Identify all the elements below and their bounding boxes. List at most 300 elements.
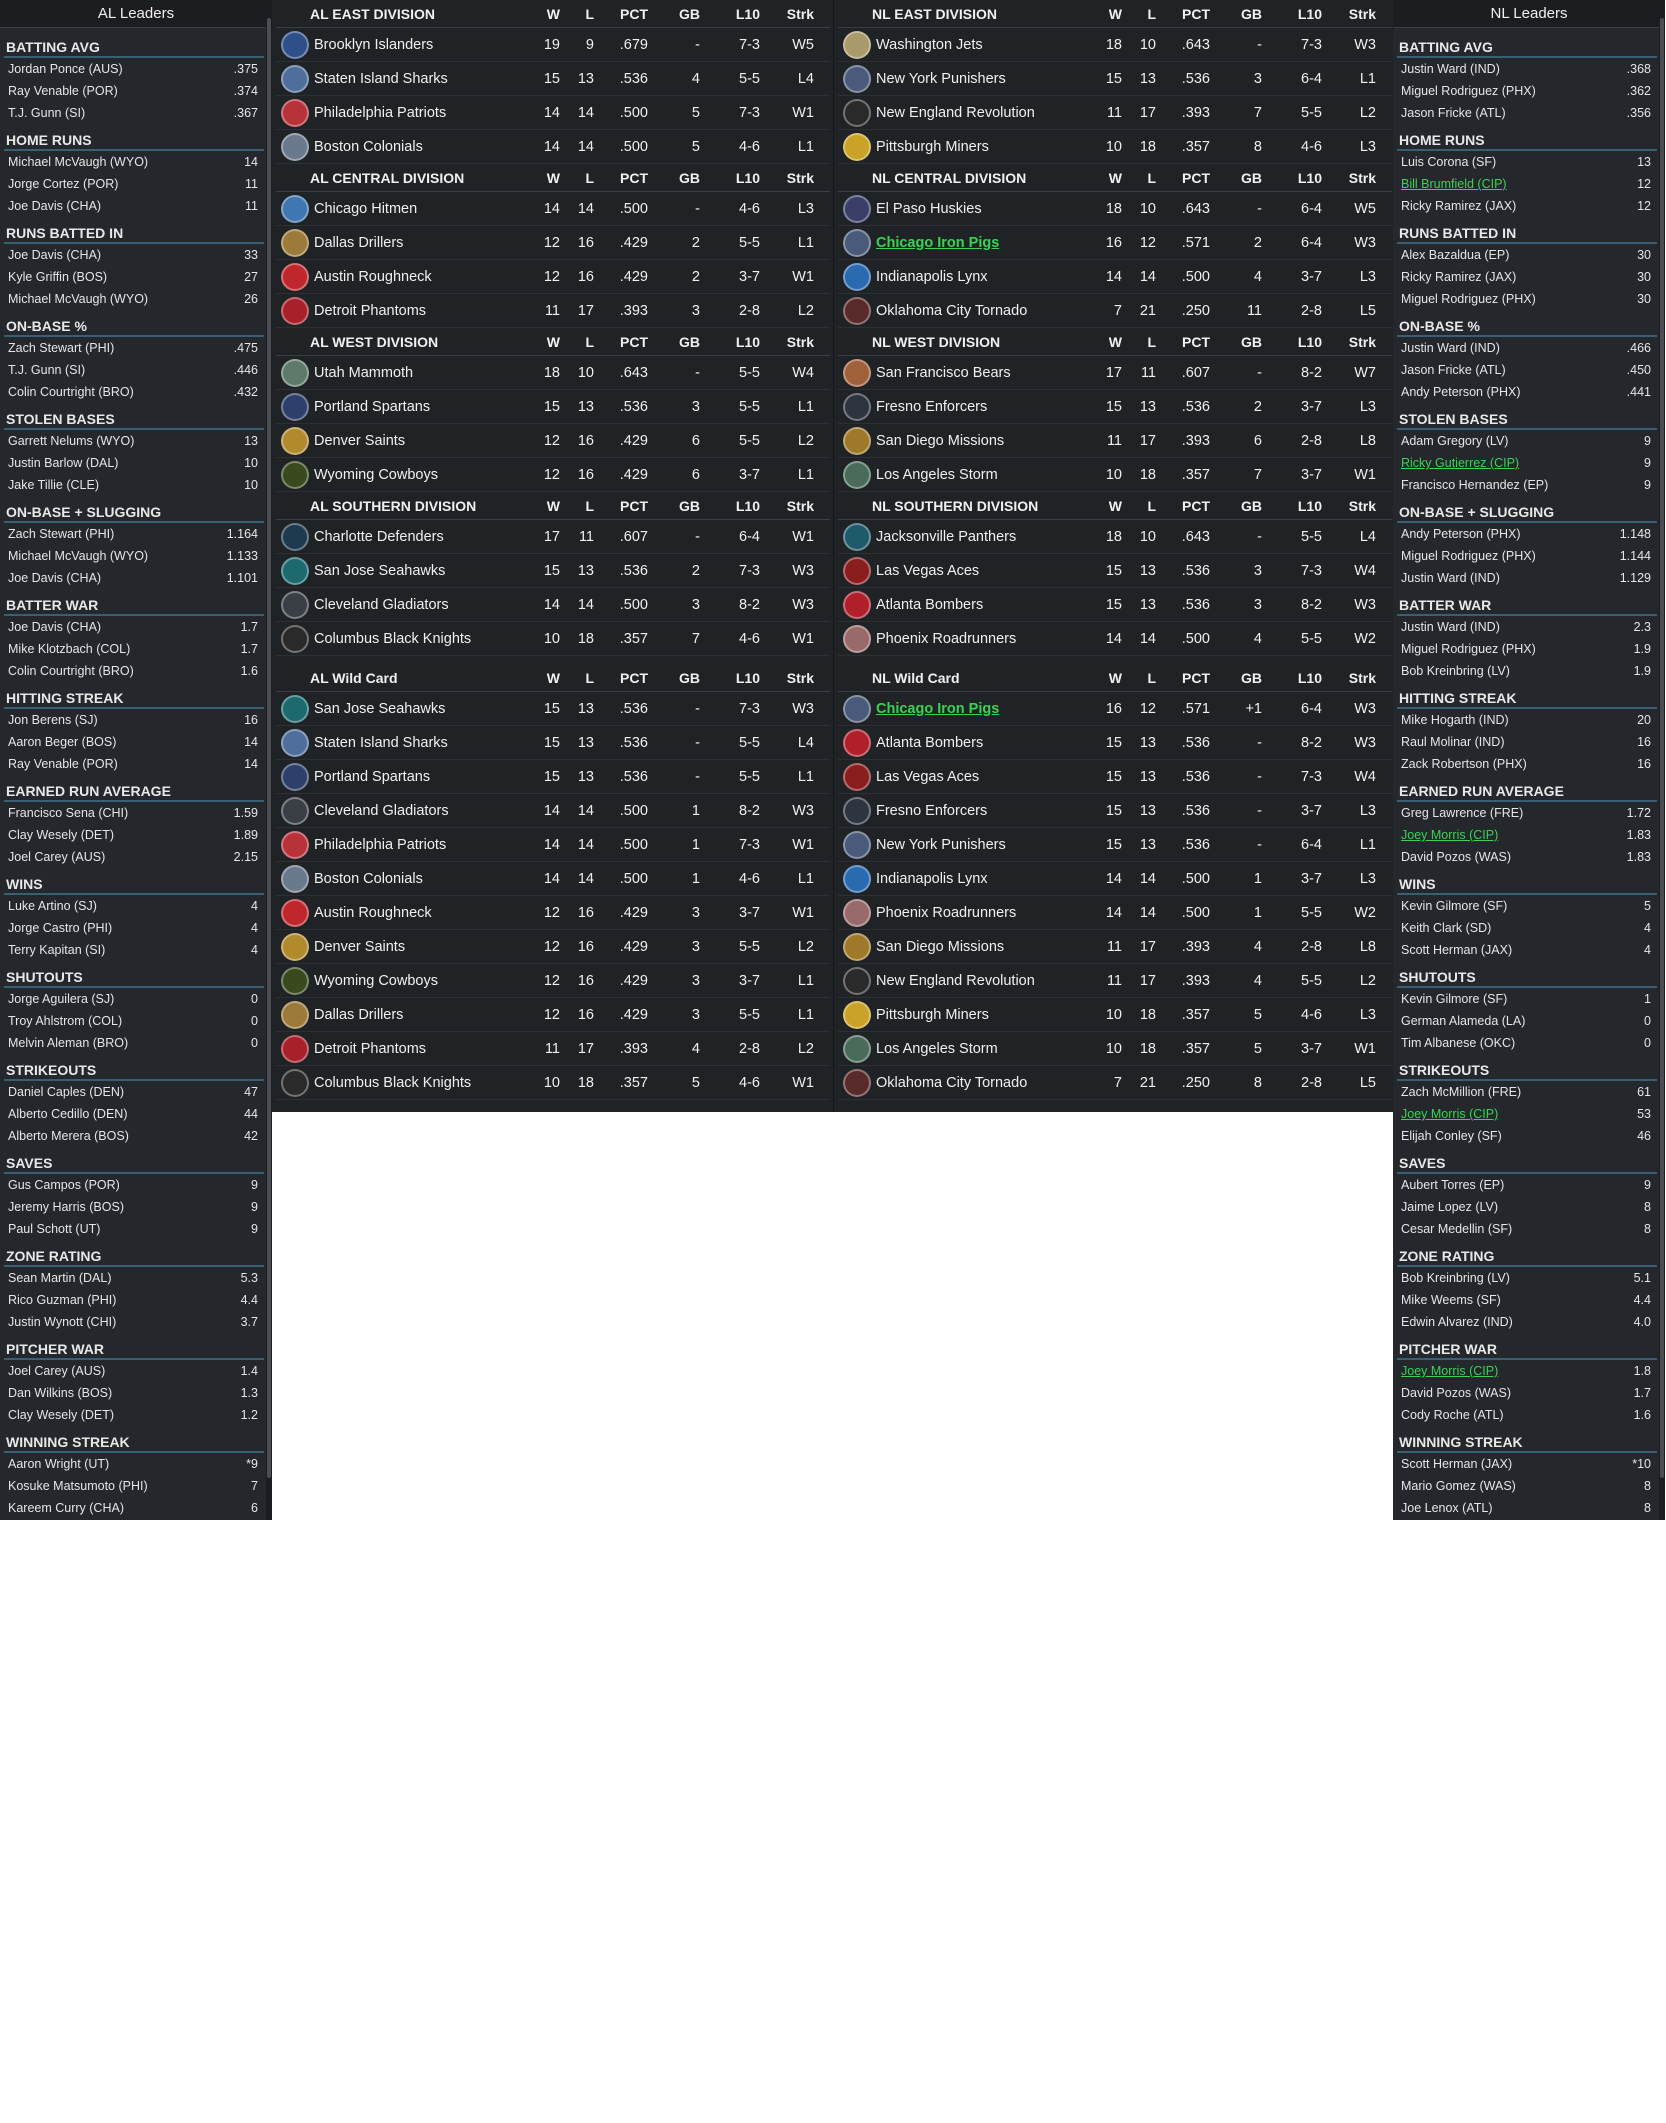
team-row[interactable] — [838, 1066, 1392, 1100]
team-l10: 5-5 — [739, 432, 760, 449]
team-l10: 3-7 — [1301, 870, 1322, 887]
leader-row[interactable] — [4, 266, 264, 288]
team-row[interactable] — [276, 622, 830, 656]
column-header-w[interactable]: W — [546, 333, 560, 350]
column-header-pct[interactable]: PCT — [1182, 5, 1210, 22]
leader-row[interactable] — [4, 1453, 264, 1475]
leader-row[interactable] — [4, 660, 264, 682]
leader-row[interactable] — [1397, 266, 1657, 288]
team-row[interactable] — [838, 62, 1392, 96]
column-header-l[interactable]: L — [585, 669, 594, 686]
team-pct: .393 — [1181, 938, 1210, 955]
leader-row[interactable] — [4, 80, 264, 102]
team-name[interactable]: Los Angeles Storm — [876, 1040, 998, 1057]
leader-row[interactable] — [1397, 939, 1657, 961]
team-row[interactable] — [276, 588, 830, 622]
team-name[interactable]: Columbus Black Knights — [314, 1074, 472, 1091]
leader-row[interactable] — [4, 1032, 264, 1054]
team-row[interactable] — [838, 96, 1392, 130]
leader-row[interactable] — [1397, 1125, 1657, 1147]
column-header-w[interactable]: W — [546, 169, 560, 186]
column-header-pct[interactable]: PCT — [620, 169, 648, 186]
leader-row[interactable] — [4, 1267, 264, 1289]
column-header-strk[interactable]: Strk — [1348, 497, 1376, 514]
column-header-w[interactable]: W — [546, 669, 560, 686]
team-name[interactable]: New York Punishers — [876, 70, 1006, 87]
team-name[interactable]: Dallas Drillers — [314, 234, 404, 251]
leader-row[interactable] — [1397, 1174, 1657, 1196]
leader-row[interactable] — [1397, 523, 1657, 545]
column-header-l10[interactable]: L10 — [735, 5, 760, 22]
leader-row[interactable] — [1397, 102, 1657, 124]
team-name[interactable]: Phoenix Roadrunners — [876, 904, 1017, 921]
column-header-pct[interactable]: PCT — [1182, 333, 1210, 350]
leader-row[interactable] — [1397, 1010, 1657, 1032]
column-header-l[interactable]: L — [1147, 333, 1156, 350]
leader-row[interactable] — [1397, 80, 1657, 102]
team-l: 17 — [577, 302, 594, 319]
team-row[interactable] — [276, 260, 830, 294]
column-header-strk[interactable]: Strk — [1348, 333, 1376, 350]
column-header-gb[interactable]: GB — [679, 169, 700, 186]
leader-row[interactable] — [1397, 846, 1657, 868]
leader-row[interactable] — [1397, 1453, 1657, 1475]
leader-row[interactable] — [1397, 195, 1657, 217]
column-header-l10[interactable]: L10 — [1297, 169, 1322, 186]
leader-category — [4, 499, 264, 589]
column-header-pct[interactable]: PCT — [620, 5, 648, 22]
team-name[interactable]: Atlanta Bombers — [876, 596, 984, 613]
column-header-l10[interactable]: L10 — [735, 669, 760, 686]
team-l10: 6-4 — [1301, 70, 1322, 87]
column-header-pct[interactable]: PCT — [620, 669, 648, 686]
leader-row[interactable] — [1397, 288, 1657, 310]
leader-row[interactable] — [4, 381, 264, 403]
team-row[interactable] — [838, 1032, 1392, 1066]
leader-row[interactable] — [1397, 1497, 1657, 1519]
team-row[interactable] — [838, 130, 1392, 164]
leader-row[interactable] — [1397, 545, 1657, 567]
column-header-strk[interactable]: Strk — [786, 5, 814, 22]
team-strk: W3 — [1354, 36, 1376, 53]
column-header-strk[interactable]: Strk — [1348, 669, 1376, 686]
leader-row[interactable] — [4, 1404, 264, 1426]
team-name[interactable]: El Paso Huskies — [876, 200, 982, 217]
team-row[interactable] — [276, 294, 830, 328]
team-name[interactable]: Los Angeles Storm — [876, 466, 998, 483]
team-logo-cell — [838, 523, 876, 551]
team-row[interactable] — [276, 1032, 830, 1066]
team-name[interactable]: Indianapolis Lynx — [876, 870, 988, 887]
team-name[interactable]: Staten Island Sharks — [314, 734, 448, 751]
leader-player-name[interactable]: Joey Morris (CIP) — [1401, 1107, 1499, 1121]
team-row[interactable] — [276, 424, 830, 458]
leader-row[interactable] — [4, 1311, 264, 1333]
team-name[interactable]: Charlotte Defenders — [314, 528, 444, 545]
team-row[interactable] — [838, 294, 1392, 328]
team-name[interactable]: Oklahoma City Tornado — [876, 302, 1028, 319]
leader-stat-value: 61 — [1637, 1085, 1651, 1099]
team-name[interactable]: Brooklyn Islanders — [314, 36, 434, 53]
column-header-strk[interactable]: Strk — [786, 497, 814, 514]
team-name[interactable]: Pittsburgh Miners — [876, 1006, 989, 1023]
team-row[interactable] — [838, 828, 1392, 862]
leader-stat-value: 1.2 — [240, 1408, 258, 1422]
leader-player-name: David Pozos (WAS) — [1401, 850, 1511, 864]
team-strk: W2 — [1354, 630, 1376, 647]
leader-row[interactable] — [1397, 430, 1657, 452]
team-row[interactable] — [838, 896, 1392, 930]
leader-category-title: SHUTOUTS — [1397, 964, 1657, 988]
column-header-l[interactable]: L — [585, 169, 594, 186]
leader-stat-value: 9 — [1644, 478, 1651, 492]
leader-row[interactable] — [4, 523, 264, 545]
leader-row[interactable] — [4, 195, 264, 217]
leader-row[interactable] — [4, 452, 264, 474]
column-header-strk[interactable]: Strk — [1348, 169, 1376, 186]
leader-row[interactable] — [1397, 452, 1657, 474]
team-row[interactable] — [276, 862, 830, 896]
team-name[interactable]: Philadelphia Patriots — [314, 836, 447, 853]
team-name[interactable]: Denver Saints — [314, 938, 406, 955]
column-header-gb[interactable]: GB — [679, 497, 700, 514]
column-header-l[interactable]: L — [585, 333, 594, 350]
column-header-pct[interactable]: PCT — [1182, 169, 1210, 186]
leader-row[interactable] — [1397, 474, 1657, 496]
team-row[interactable] — [838, 192, 1392, 226]
leader-row[interactable] — [4, 895, 264, 917]
team-name[interactable]: San Jose Seahawks — [314, 562, 446, 579]
team-name[interactable]: Austin Roughneck — [314, 904, 432, 921]
team-row[interactable] — [838, 930, 1392, 964]
column-header-l10[interactable]: L10 — [1297, 669, 1322, 686]
leader-row[interactable] — [1397, 381, 1657, 403]
team-name[interactable]: Phoenix Roadrunners — [876, 630, 1017, 647]
team-name[interactable]: San Francisco Bears — [876, 364, 1011, 381]
column-header-pct[interactable]: PCT — [1182, 669, 1210, 686]
column-header-w[interactable]: W — [1108, 5, 1122, 22]
column-header-gb[interactable]: GB — [1241, 5, 1262, 22]
team-row[interactable] — [838, 458, 1392, 492]
leader-row[interactable] — [1397, 1103, 1657, 1125]
team-row[interactable] — [276, 62, 830, 96]
team-name[interactable]: Portland Spartans — [314, 398, 431, 415]
leader-row[interactable] — [4, 753, 264, 775]
team-name[interactable]: Oklahoma City Tornado — [876, 1074, 1028, 1091]
leader-row[interactable] — [4, 824, 264, 846]
team-row[interactable] — [838, 520, 1392, 554]
column-header-l10[interactable]: L10 — [735, 333, 760, 350]
team-row[interactable] — [838, 726, 1392, 760]
team-row[interactable] — [276, 1066, 830, 1100]
team-row[interactable] — [838, 862, 1392, 896]
team-row[interactable] — [838, 692, 1392, 726]
team-name[interactable]: Detroit Phantoms — [314, 302, 427, 319]
leader-row[interactable] — [1397, 359, 1657, 381]
team-row[interactable] — [838, 356, 1392, 390]
leader-row[interactable] — [1397, 731, 1657, 753]
team-name[interactable]: New York Punishers — [876, 836, 1006, 853]
leader-row[interactable] — [1397, 1081, 1657, 1103]
team-row[interactable] — [276, 458, 830, 492]
column-header-gb[interactable]: GB — [1241, 333, 1262, 350]
leader-row[interactable] — [1397, 660, 1657, 682]
leader-row[interactable] — [1397, 1360, 1657, 1382]
leader-row[interactable] — [4, 988, 264, 1010]
team-row[interactable] — [276, 192, 830, 226]
team-name[interactable]: Boston Colonials — [314, 870, 423, 887]
column-header-l10[interactable]: L10 — [1297, 497, 1322, 514]
team-row[interactable] — [838, 260, 1392, 294]
leader-row[interactable] — [1397, 988, 1657, 1010]
leader-row[interactable] — [4, 1382, 264, 1404]
team-name[interactable]: Cleveland Gladiators — [314, 802, 449, 819]
team-name[interactable]: Wyoming Cowboys — [314, 972, 438, 989]
leader-row[interactable] — [4, 1125, 264, 1147]
team-row[interactable] — [276, 828, 830, 862]
leader-row[interactable] — [4, 244, 264, 266]
leader-player-name[interactable]: Ricky Gutierrez (CIP) — [1401, 456, 1520, 470]
team-l: 9 — [585, 36, 594, 53]
leader-row[interactable] — [1397, 1267, 1657, 1289]
team-name[interactable]: Chicago Iron Pigs — [876, 700, 1000, 717]
team-logo-icon — [843, 933, 871, 961]
team-row[interactable] — [276, 28, 830, 62]
column-header-l[interactable]: L — [1147, 5, 1156, 22]
team-row[interactable] — [838, 760, 1392, 794]
column-header-strk[interactable]: Strk — [786, 669, 814, 686]
leader-row[interactable] — [1397, 1382, 1657, 1404]
leader-row[interactable] — [1397, 616, 1657, 638]
leader-row[interactable] — [1397, 802, 1657, 824]
leader-row[interactable] — [4, 1196, 264, 1218]
team-row[interactable] — [276, 896, 830, 930]
leader-row[interactable] — [4, 359, 264, 381]
column-header-l10[interactable]: L10 — [1297, 333, 1322, 350]
team-name[interactable]: New England Revolution — [876, 104, 1035, 121]
team-name[interactable]: Boston Colonials — [314, 138, 423, 155]
leader-row[interactable] — [1397, 709, 1657, 731]
team-row[interactable] — [276, 390, 830, 424]
leader-row[interactable] — [1397, 1289, 1657, 1311]
team-name[interactable]: Wyoming Cowboys — [314, 466, 438, 483]
leader-row[interactable] — [1397, 917, 1657, 939]
leader-row[interactable] — [4, 616, 264, 638]
column-header-l[interactable]: L — [1147, 497, 1156, 514]
leader-row[interactable] — [1397, 337, 1657, 359]
leader-row[interactable] — [1397, 895, 1657, 917]
leader-row[interactable] — [1397, 244, 1657, 266]
team-row[interactable] — [838, 998, 1392, 1032]
team-name[interactable]: Washington Jets — [876, 36, 983, 53]
team-row[interactable] — [838, 794, 1392, 828]
leader-row[interactable] — [1397, 753, 1657, 775]
leader-category-title: RUNS BATTED IN — [4, 220, 264, 244]
leader-row[interactable] — [4, 430, 264, 452]
column-header-strk[interactable]: Strk — [1348, 5, 1376, 22]
leader-row[interactable] — [4, 173, 264, 195]
team-name[interactable]: Pittsburgh Miners — [876, 138, 989, 155]
team-logo-cell — [276, 359, 314, 387]
team-gb: - — [695, 200, 700, 217]
leader-row[interactable] — [1397, 58, 1657, 80]
leader-row[interactable] — [1397, 1404, 1657, 1426]
team-name[interactable]: Cleveland Gladiators — [314, 596, 449, 613]
team-row[interactable] — [276, 554, 830, 588]
column-header-gb[interactable]: GB — [679, 333, 700, 350]
team-name[interactable]: New England Revolution — [876, 972, 1035, 989]
team-row[interactable] — [276, 760, 830, 794]
leader-row[interactable] — [1397, 824, 1657, 846]
leader-row[interactable] — [4, 1497, 264, 1519]
leader-row[interactable] — [4, 917, 264, 939]
team-logo-icon — [843, 695, 871, 723]
leader-row[interactable] — [4, 1174, 264, 1196]
column-header-l[interactable]: L — [585, 497, 594, 514]
team-name[interactable]: Atlanta Bombers — [876, 734, 984, 751]
team-name[interactable]: Austin Roughneck — [314, 268, 432, 285]
column-header-l[interactable]: L — [1147, 169, 1156, 186]
leader-row[interactable] — [4, 545, 264, 567]
column-header-l10[interactable]: L10 — [735, 169, 760, 186]
leader-row[interactable] — [4, 1218, 264, 1240]
leader-row[interactable] — [1397, 1196, 1657, 1218]
team-name[interactable]: Chicago Hitmen — [314, 200, 418, 217]
leader-row[interactable] — [4, 1010, 264, 1032]
leader-stat-value: *9 — [246, 1457, 258, 1471]
leader-row[interactable] — [4, 638, 264, 660]
team-row[interactable] — [838, 226, 1392, 260]
team-row[interactable] — [276, 726, 830, 760]
team-row[interactable] — [838, 424, 1392, 458]
team-row[interactable] — [276, 692, 830, 726]
leader-row[interactable] — [4, 337, 264, 359]
column-header-gb[interactable]: GB — [1241, 169, 1262, 186]
leader-player-name[interactable]: Joey Morris (CIP) — [1401, 828, 1499, 842]
team-name[interactable]: Staten Island Sharks — [314, 70, 448, 87]
column-header-w[interactable]: W — [1108, 169, 1122, 186]
team-name[interactable]: Columbus Black Knights — [314, 630, 472, 647]
team-row[interactable] — [276, 794, 830, 828]
leader-row[interactable] — [1397, 1475, 1657, 1497]
leader-row[interactable] — [1397, 638, 1657, 660]
team-row[interactable] — [276, 130, 830, 164]
leader-row[interactable] — [4, 1475, 264, 1497]
team-name[interactable]: Indianapolis Lynx — [876, 268, 988, 285]
leader-row[interactable] — [4, 567, 264, 589]
team-row[interactable] — [838, 964, 1392, 998]
team-name[interactable]: Las Vegas Aces — [876, 562, 980, 579]
column-header-l10[interactable]: L10 — [1297, 5, 1322, 22]
column-header-w[interactable]: W — [1108, 497, 1122, 514]
leader-stat-value: 12 — [1637, 199, 1651, 213]
column-header-strk[interactable]: Strk — [786, 169, 814, 186]
column-header-l10[interactable]: L10 — [735, 497, 760, 514]
leader-row[interactable] — [4, 939, 264, 961]
leader-player-name[interactable]: Bill Brumfield (CIP) — [1401, 177, 1507, 191]
team-name[interactable]: San Diego Missions — [876, 938, 1005, 955]
column-header-pct[interactable]: PCT — [1182, 497, 1210, 514]
team-row[interactable] — [276, 964, 830, 998]
column-header-gb[interactable]: GB — [679, 5, 700, 22]
team-gb: - — [695, 734, 700, 751]
leader-row[interactable] — [4, 58, 264, 80]
column-header-w[interactable]: W — [1108, 669, 1122, 686]
scrollbar-thumb[interactable] — [1660, 18, 1664, 1478]
leader-row[interactable] — [4, 846, 264, 868]
team-name[interactable]: San Jose Seahawks — [314, 700, 446, 717]
team-name[interactable]: Las Vegas Aces — [876, 768, 980, 785]
team-row[interactable] — [276, 226, 830, 260]
leader-row[interactable] — [4, 1360, 264, 1382]
leader-row[interactable] — [4, 151, 264, 173]
team-row[interactable] — [276, 930, 830, 964]
leader-row[interactable] — [4, 731, 264, 753]
team-row[interactable] — [838, 622, 1392, 656]
team-row[interactable] — [838, 28, 1392, 62]
team-name[interactable]: Fresno Enforcers — [876, 398, 988, 415]
column-header-w[interactable]: W — [546, 497, 560, 514]
team-name[interactable]: Detroit Phantoms — [314, 1040, 427, 1057]
team-row[interactable] — [276, 356, 830, 390]
leader-row[interactable] — [1397, 173, 1657, 195]
leader-stat-value: 0 — [251, 992, 258, 1006]
column-header-strk[interactable]: Strk — [786, 333, 814, 350]
column-header-pct[interactable]: PCT — [620, 497, 648, 514]
team-name[interactable]: Jacksonville Panthers — [876, 528, 1017, 545]
leader-row[interactable] — [4, 474, 264, 496]
leader-row[interactable] — [1397, 1311, 1657, 1333]
column-header-w[interactable]: W — [1108, 333, 1122, 350]
column-header-gb[interactable]: GB — [1241, 497, 1262, 514]
nl-leaders-scrollbar[interactable] — [1659, 0, 1665, 1520]
leader-row[interactable] — [1397, 1218, 1657, 1240]
leader-row[interactable] — [1397, 1032, 1657, 1054]
column-header-l[interactable]: L — [1147, 669, 1156, 686]
leader-row[interactable] — [1397, 151, 1657, 173]
leader-row[interactable] — [4, 1289, 264, 1311]
team-name[interactable]: Chicago Iron Pigs — [876, 234, 1000, 251]
leader-row[interactable] — [4, 709, 264, 731]
team-name[interactable]: Fresno Enforcers — [876, 802, 988, 819]
team-row[interactable] — [838, 554, 1392, 588]
leader-row[interactable] — [4, 802, 264, 824]
column-header-pct[interactable]: PCT — [620, 333, 648, 350]
leader-row[interactable] — [4, 102, 264, 124]
team-name[interactable]: San Diego Missions — [876, 432, 1005, 449]
column-header-l[interactable]: L — [585, 5, 594, 22]
team-row[interactable] — [276, 96, 830, 130]
leader-row[interactable] — [4, 1103, 264, 1125]
team-row[interactable] — [276, 998, 830, 1032]
team-row[interactable] — [838, 390, 1392, 424]
leader-row[interactable] — [4, 288, 264, 310]
team-name[interactable]: Dallas Drillers — [314, 1006, 404, 1023]
team-name[interactable]: Portland Spartans — [314, 768, 431, 785]
column-header-gb[interactable]: GB — [1241, 669, 1262, 686]
leader-player-name[interactable]: Joey Morris (CIP) — [1401, 1364, 1499, 1378]
column-header-w[interactable]: W — [546, 5, 560, 22]
team-name[interactable]: Utah Mammoth — [314, 364, 414, 381]
column-header-gb[interactable]: GB — [679, 669, 700, 686]
team-row[interactable] — [276, 520, 830, 554]
team-row[interactable] — [838, 588, 1392, 622]
team-name[interactable]: Denver Saints — [314, 432, 406, 449]
team-name[interactable]: Philadelphia Patriots — [314, 104, 447, 121]
leader-row[interactable] — [1397, 567, 1657, 589]
leader-row[interactable] — [4, 1081, 264, 1103]
scrollbar-thumb[interactable] — [267, 18, 271, 1478]
